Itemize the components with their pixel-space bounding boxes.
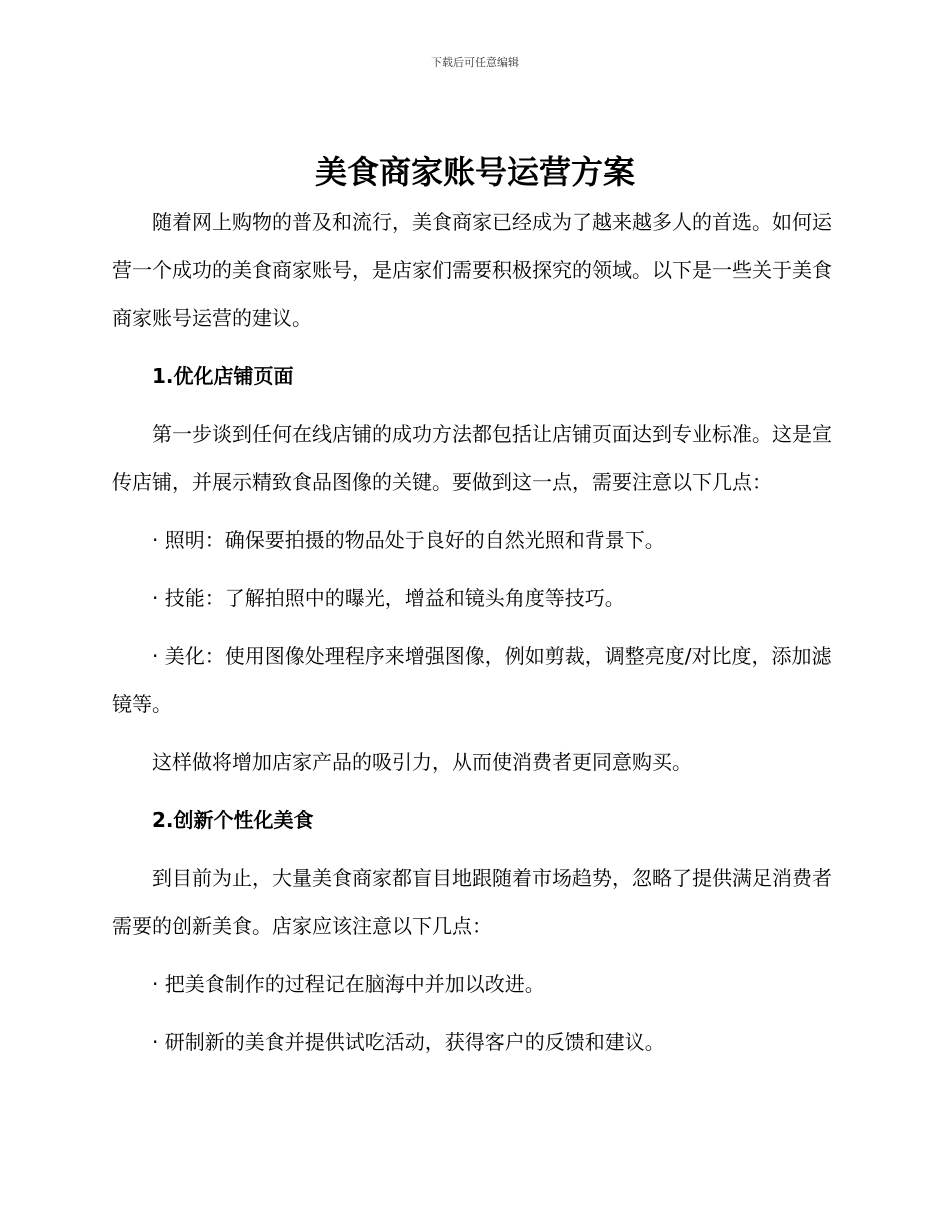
section-1-bullet-lighting: · 照明：确保要拍摄的物品处于良好的自然光照和背景下。 <box>152 528 665 552</box>
section-1-bullet-skills: · 技能：了解拍照中的曝光，增益和镜头角度等技巧。 <box>152 586 625 610</box>
section-1-paragraph: 第一步谈到任何在线店铺的成功方法都包括让店铺页面达到专业标准。这是宣传店铺，并展示精致食品图像的关键。要做到这一点，需要注意以下几点： <box>112 422 832 494</box>
section-2-bullet-tasting: · 研制新的美食并提供试吃活动，获得客户的反馈和建议。 <box>152 1030 665 1054</box>
section-1-bullet-beautify: · 美化：使用图像处理程序来增强图像，例如剪裁，调整亮度/对比度，添加滤镜等。 <box>112 644 832 716</box>
section-2-paragraph: 到目前为止，大量美食商家都盲目地跟随着市场趋势，忽略了提供满足消费者需要的创新美食。店家应该注意以下几点： <box>112 866 832 938</box>
header-note: 下载后可任意编辑 <box>431 56 519 69</box>
section-2-bullet-improve: · 把美食制作的过程记在脑海中并加以改进。 <box>152 972 545 996</box>
intro-paragraph: 随着网上购物的普及和流行，美食商家已经成为了越来越多人的首选。如何运营一个成功的美食商家账号，是店家们需要积极探究的领域。以下是一些关于美食商家账号运营的建议。 <box>112 210 832 330</box>
document-body <box>112 198 832 1066</box>
document-title: 美食商家账号运营方案 <box>314 153 635 191</box>
section-1-conclusion: 这样做将增加店家产品的吸引力，从而使消费者更同意购买。 <box>152 750 692 774</box>
section-1-heading: 1.优化店铺页面 <box>152 364 294 388</box>
section-2-heading: 2.创新个性化美食 <box>152 808 314 832</box>
